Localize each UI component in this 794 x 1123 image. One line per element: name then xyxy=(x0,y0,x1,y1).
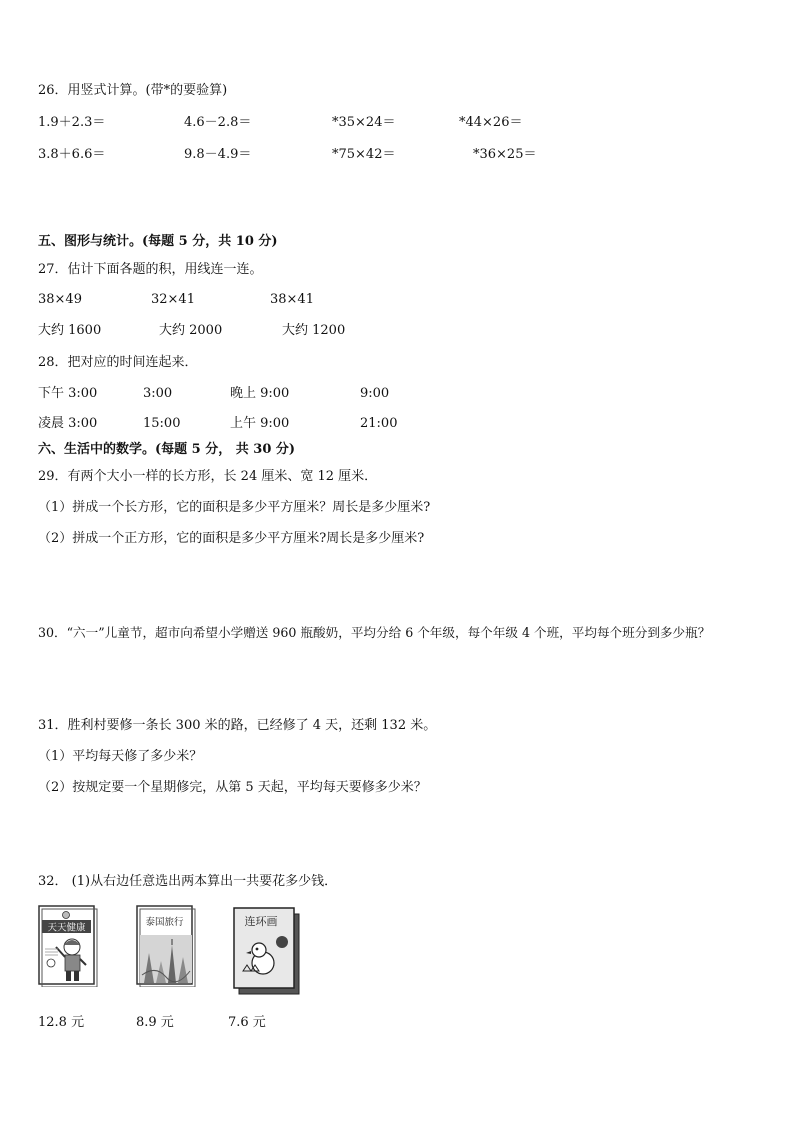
book-thailand-title: 泰国旅行 xyxy=(145,917,184,928)
q26-expr-2: 4.6－2.8＝ xyxy=(184,115,252,130)
q32-title: 32． (1)从右边任意选出两本算出一共要花多少钱． xyxy=(38,874,338,889)
q26-expr-7: *75×42＝ xyxy=(332,147,396,162)
book-health-price: 12.8 元 xyxy=(38,1015,85,1030)
q26-title: 26．用竖式计算。(带*的要验算) xyxy=(38,83,228,98)
book-comic-image xyxy=(233,905,301,995)
q31-part1: （1）平均每天修了多少米？ xyxy=(38,749,203,764)
q27-product-2: 32×41 xyxy=(151,292,195,307)
q28-time-2: 3:00 xyxy=(143,386,173,401)
q26-expr-5: 3.8＋6.6＝ xyxy=(38,147,106,162)
q27-title: 27．估计下面各题的积，用线连一连。 xyxy=(38,262,263,277)
q28-time-5: 凌晨 3:00 xyxy=(38,416,98,431)
q30-title: 30．“六一”儿童节，超市向希望小学赠送 960 瓶酸奶，平均分给 6 个年级，每个年级 4 个班，平均每个班分到多少瓶？ xyxy=(38,625,711,640)
q26-expr-6: 9.8－4.9＝ xyxy=(184,147,252,162)
q28-title: 28．把对应的时间连起来． xyxy=(38,355,198,370)
section5-heading: 五、图形与统计。(每题 5 分，共 10 分) xyxy=(38,234,278,249)
q31-part2: （2）按规定要一个星期修完，从第 5 天起，平均每天要修多少米？ xyxy=(38,780,427,795)
q27-product-3: 38×41 xyxy=(270,292,314,307)
q28-time-8: 21:00 xyxy=(360,416,398,431)
q27-estimate-3: 大约 1200 xyxy=(282,323,346,338)
q29-part2: （2）拼成一个正方形，它的面积是多少平方厘米?周长是多少厘米? xyxy=(38,531,425,546)
q28-time-4: 9:00 xyxy=(360,386,390,401)
book-comic-price: 7.6 元 xyxy=(228,1015,266,1030)
q26-expr-1: 1.9＋2.3＝ xyxy=(38,115,106,130)
q29-title: 29．有两个大小一样的长方形，长 24 厘米、宽 12 厘米． xyxy=(38,469,378,484)
q28-time-3: 晚上 9:00 xyxy=(230,386,290,401)
book-health-title: 天天健康 xyxy=(47,922,86,934)
q28-time-7: 上午 9:00 xyxy=(230,416,290,431)
section6-heading: 六、生活中的数学。(每题 5 分， 共 30 分) xyxy=(38,442,296,457)
book-comic-title: 连环画 xyxy=(244,915,278,928)
q27-product-1: 38×49 xyxy=(38,292,82,307)
q27-estimate-2: 大约 2000 xyxy=(159,323,223,338)
q28-time-6: 15:00 xyxy=(143,416,181,431)
q29-part1: （1）拼成一个长方形，它的面积是多少平方厘米？周长是多少厘米? xyxy=(38,500,431,515)
q26-expr-3: *35×24＝ xyxy=(332,115,396,130)
q27-estimate-1: 大约 1600 xyxy=(38,323,102,338)
q28-time-1: 下午 3:00 xyxy=(38,386,98,401)
q31-title: 31．胜利村要修一条长 300 米的路，已经修了 4 天，还剩 132 米。 xyxy=(38,718,437,733)
book-health-image xyxy=(38,905,98,987)
q26-expr-8: *36×25＝ xyxy=(473,147,537,162)
book-thailand-image xyxy=(136,905,196,987)
book-thailand-price: 8.9 元 xyxy=(136,1015,174,1030)
q26-expr-4: *44×26＝ xyxy=(459,115,523,130)
